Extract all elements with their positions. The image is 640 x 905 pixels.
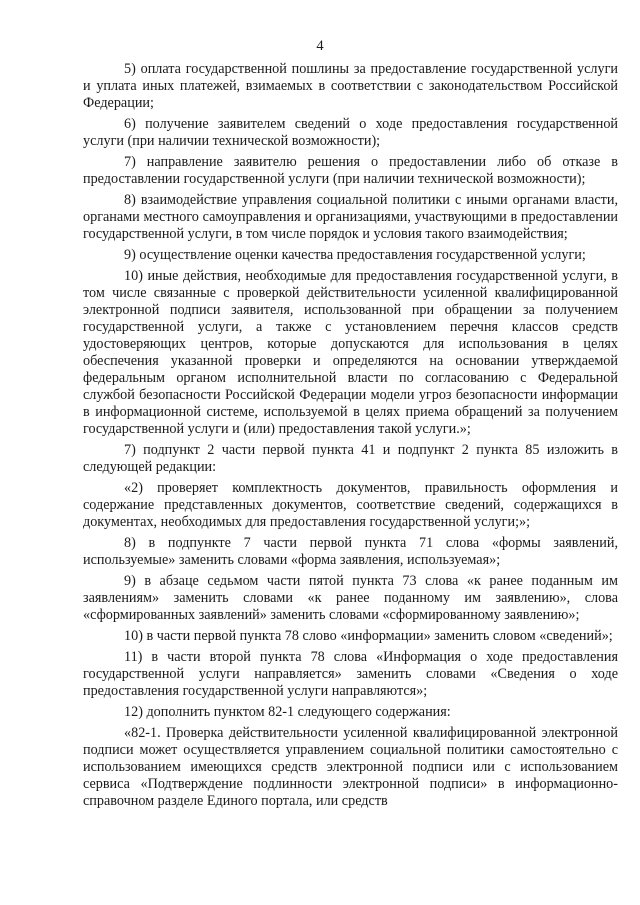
paragraph-amendment-12: 12) дополнить пунктом 82-1 следующего содержания:	[124, 704, 451, 720]
paragraph-item-8-interaction: 8) взаимодействие управления социальной политики с иными органами власти, органами местного самоуправления и организациями, участвующими в предоставлении государственной услуги, в том числе порядок и условия такого взаимодействия;	[83, 192, 618, 242]
paragraph-item-6-progress-info: 6) получение заявителем сведений о ходе предоставления государственной услуги (при наличии технической возможности);	[83, 116, 618, 149]
paragraph-amendment-10: 10) в части первой пункта 78 слово «информации» заменить словом «сведений»;	[124, 628, 613, 644]
paragraph-item-7-decision-delivery: 7) направление заявителю решения о предоставлении либо об отказе в предоставлении государственной услуги (при наличии технической возможности);	[83, 154, 618, 187]
paragraph-item-5-state-fee: 5) оплата государственной пошлины за предоставление государственной услуги и уплата иных платежей, взимаемых в соответствии с законодательством Российской Федерации;	[83, 61, 618, 111]
page-number: 4	[316, 38, 324, 54]
paragraph-amendment-9: 9) в абзаце седьмом части пятой пункта 73 слова «к ранее поданным им заявлениям» заменить словами «к ранее поданному им заявлению», слова «сформированных заявлений» заменить словами «сформированному заявлению»;	[83, 573, 618, 623]
paragraph-amendment-8: 8) в подпункте 7 части первой пункта 71 слова «формы заявлений, используемые» заменить словами «форма заявления, используемая»;	[83, 535, 618, 568]
paragraph-amendment-7-text: «2) проверяет комплектность документов, правильность оформления и содержание представленных документов, соответствие сведений, содержащихся в документах, необходимых для предоставления государственной услуги;»;	[83, 480, 618, 530]
document-body	[83, 61, 618, 814]
paragraph-clause-82-1: «82-1. Проверка действительности усиленной квалифицированной электронной подписи может осуществляется управлением социальной политики самостоятельно с использованием имеющихся средств электронной подписи или с использованием сервиса «Подтверждение подлинности электронной подписи» в информационно-справочном разделе Единого портала, или средств	[83, 725, 618, 809]
paragraph-amendment-11: 11) в части второй пункта 78 слова «Информация о ходе предоставления государственной услуги направляется» заменить словами «Сведения о ходе предоставления государственной услуги направляются»;	[83, 649, 618, 699]
paragraph-item-10-other-actions: 10) иные действия, необходимые для предоставления государственной услуги, в том числе связанные с проверкой действительности усиленной квалифицированной электронной подписи заявителя, использованной при обращении за получением государственной услуги, а также с установлением перечня классов средств удостоверяющих центров, которые допускаются для использования в целях обеспечения указанной проверки и определяются на основании утверждаемой федеральным органом исполнительной власти по согласованию с Федеральной службой безопасности Российской Федерации модели угроз безопасности информации в информационной системе, используемой в целях приема обращений за получением государственной услуги и (или) предоставления такой услуги.»;	[83, 268, 618, 437]
paragraph-amendment-7: 7) подпункт 2 части первой пункта 41 и подпункт 2 пункта 85 изложить в следующей редакции:	[83, 442, 618, 475]
paragraph-item-9-quality-assessment: 9) осуществление оценки качества предоставления государственной услуги;	[124, 247, 586, 263]
